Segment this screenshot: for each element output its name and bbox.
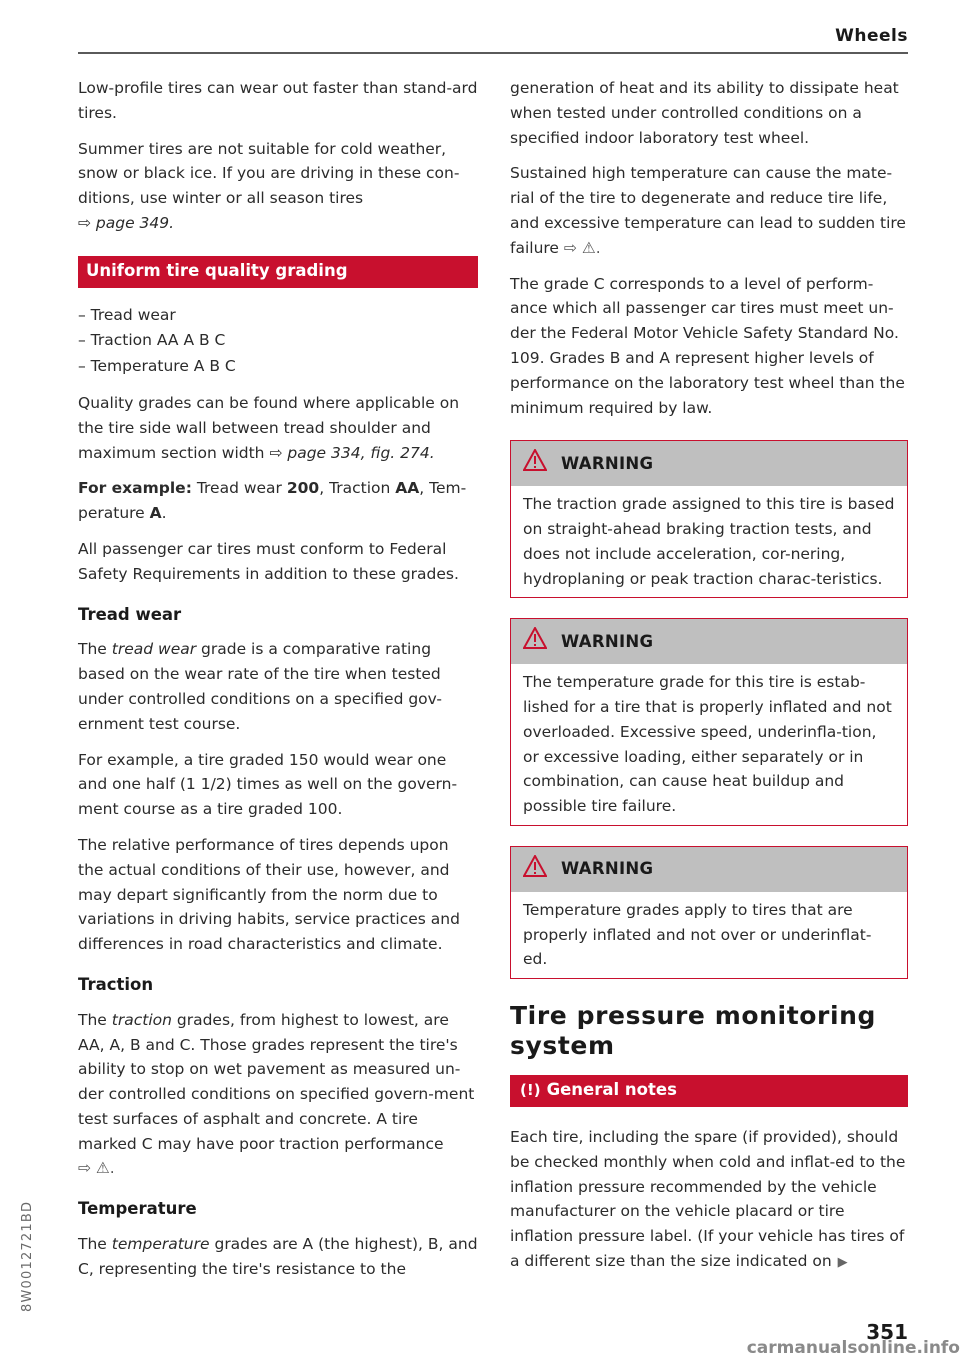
warning-triangle-icon: [523, 627, 549, 657]
paragraph: [78, 748, 478, 822]
text: , Traction: [319, 479, 396, 498]
header-rule: [78, 52, 908, 54]
text: grade is a comparative rating based on the wear rate of the tire when tested under controlled conditions on a specified gov-ernment test course.: [78, 640, 443, 733]
paragraph-text: generation of heat and its ability to dissipate heat when tested under controlled conditions on a specified indoor laboratory test wheel.: [510, 79, 899, 147]
warning-triangle-icon: [523, 855, 549, 885]
paragraph: [78, 1008, 478, 1182]
paragraph-text: For example, a tire graded 150 would wear one and one half (1 1/2) times as well on the govern-ment course as a tire graded 100.: [78, 750, 458, 819]
warning-title: WARNING: [561, 631, 654, 651]
page-number: 351: [866, 1320, 908, 1344]
grade-list: [78, 303, 478, 379]
paragraph: [78, 76, 478, 126]
text: grades, from highest to lowest, are AA, A, B and C. Those grades represent the tire's ability to stop on wet pavement as measured un-der controlled conditions on specified govern-ment test surfaces of asphalt and concrete. A tire marked C may have poor traction performance: [78, 1010, 475, 1153]
paragraph-text: Low-profile tires can wear out faster than stand-ard tires.: [78, 79, 478, 122]
text: The: [78, 1010, 112, 1029]
paragraph: [78, 637, 478, 736]
text: grades are A (the highest), B, and C, representing the tire's resistance to the: [78, 1235, 478, 1278]
warning-header: [511, 619, 907, 664]
right-column: [510, 76, 908, 1287]
paragraph-text: Sustained high temperature can cause the mate-rial of the tire to degenerate and reduce tire life, and excessive temperature can lead to sudden tire failure: [510, 164, 906, 257]
warning-box: [510, 440, 908, 598]
running-header-title: Wheels: [835, 26, 908, 46]
list-item: – Traction AA A B C: [78, 331, 226, 350]
paragraph: [78, 391, 478, 465]
document-code: 8W0012721BD: [20, 1200, 35, 1312]
paragraph: [78, 537, 478, 587]
warning-reference-link[interactable]: ⇨ ⚠.: [78, 1159, 115, 1178]
paragraph: [510, 161, 908, 260]
left-column: [78, 76, 478, 1293]
warning-box: [510, 846, 908, 979]
warning-body: Temperature grades apply to tires that are properly inflated and not over or underinflat-ed.: [523, 900, 872, 969]
emphasis: tread wear: [111, 640, 197, 659]
value: 200: [286, 479, 320, 498]
value: A: [149, 504, 162, 523]
tire-pressure-icon: (!): [520, 1081, 541, 1100]
section-title-tpms: Tire pressure monitoring system: [510, 1001, 877, 1061]
page-reference-link[interactable]: ⇨ page 334, fig. 274.: [269, 443, 435, 462]
warning-box: [510, 618, 908, 826]
warning-title: WARNING: [561, 453, 654, 473]
section-heading-uniform-grading: Uniform tire quality grading: [78, 256, 478, 288]
paragraph-text: Quality grades can be found where applicable on the tire side wall between tread shoulder and maximum section width: [78, 393, 460, 462]
emphasis: traction: [111, 1010, 172, 1029]
paragraph: [78, 1232, 478, 1282]
section-heading-general-notes: [510, 1075, 908, 1107]
value: AA: [395, 479, 420, 498]
paragraph: [510, 1125, 908, 1276]
paragraph-text: All passenger car tires must conform to Federal Safety Requirements in addition to these grades.: [78, 539, 459, 583]
paragraph: [510, 272, 908, 421]
warning-header: [511, 847, 907, 892]
paragraph: [78, 137, 478, 236]
text: , Tem-perature: [78, 479, 467, 523]
text: The: [78, 640, 112, 659]
warning-header: [511, 441, 907, 486]
watermark: carmanualsonline.info: [746, 1338, 960, 1358]
warning-body: The temperature grade for this tire is estab-lished for a tire that is properly inflated and not overloaded. Excessive speed, underinfla-tion, or excessive loading, either separately or in combination, can cause heat buildup and possible tire failure.: [523, 673, 892, 816]
list-item: – Temperature A B C: [78, 357, 236, 376]
section-heading-label: General notes: [546, 1080, 677, 1100]
paragraph-text: The relative performance of tires depends upon the actual conditions of their use, however, and may depart significantly from the norm due to variations in driving habits, service practices and differences in road characteristics and climate.: [78, 835, 460, 954]
paragraph-text: Summer tires are not suitable for cold weather, snow or black ice. If you are driving in these con-ditions, use winter or all season tires: [78, 139, 460, 208]
text: .: [161, 504, 167, 523]
subheading-tread-wear: Tread wear: [78, 604, 182, 624]
warning-reference-link[interactable]: ⇨ ⚠.: [563, 238, 601, 257]
continue-arrow-icon: ▶: [837, 1254, 848, 1270]
subheading-traction: Traction: [78, 974, 154, 994]
paragraph-text: Each tire, including the spare (if provided), should be checked monthly when cold and inflat-ed to the inflation pressure recommended by the vehicle manufacturer on the vehicle placard or tire inflation pressure label. (If your vehicle has tires of a different size than the size indicated on: [510, 1127, 906, 1270]
emphasis: temperature: [111, 1235, 210, 1254]
warning-triangle-icon: [523, 449, 549, 479]
text: The: [78, 1235, 112, 1254]
paragraph: [78, 833, 478, 957]
example-label: For example:: [78, 479, 192, 498]
subheading-temperature: Temperature: [78, 1199, 197, 1219]
page-reference-link[interactable]: ⇨ page 349.: [78, 213, 175, 232]
paragraph-text: The grade C corresponds to a level of perform-ance which all passenger car tires must meet un-der the Federal Motor Vehicle Safety Standard No. 109. Grades B and A represent higher levels of performance on the laboratory test wheel than the minimum required by law.: [510, 274, 905, 417]
text: Tread wear: [191, 479, 287, 498]
warning-body: The traction grade assigned to this tire is based on straight-ahead braking traction tests, and does not include acceleration, cor-nering, hydroplaning or peak traction charac-teristics.: [523, 495, 895, 588]
list-item: – Tread wear: [78, 305, 176, 324]
paragraph: [510, 76, 908, 150]
warning-title: WARNING: [561, 859, 654, 879]
example-paragraph: [78, 476, 478, 526]
